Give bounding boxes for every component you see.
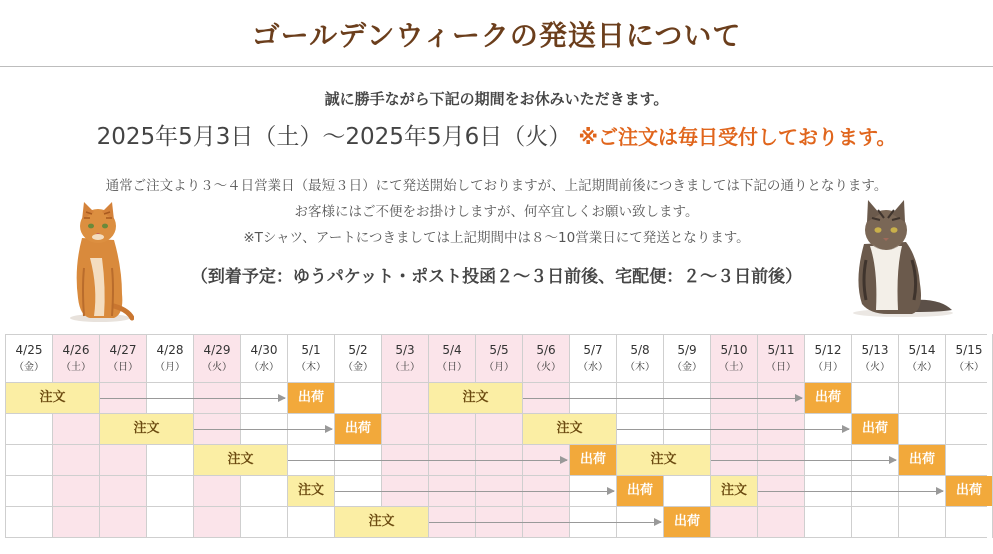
day-header xyxy=(147,334,193,382)
body-line-2: お客様にはご不便をお掛けしますが、何卒宜しくお願い致します。 xyxy=(294,204,699,220)
day-header xyxy=(429,334,475,382)
day-header xyxy=(758,334,804,382)
order-window: 注文 xyxy=(523,414,616,444)
order-window: 注文 xyxy=(711,476,757,506)
processing-arrow xyxy=(429,522,661,523)
day-header xyxy=(852,334,898,382)
day-header xyxy=(946,334,992,382)
day-header xyxy=(570,334,616,382)
day-date: 4/27 xyxy=(109,343,137,357)
day-of-week: （日） xyxy=(108,362,138,373)
day-date: 5/9 xyxy=(677,343,697,357)
title-divider xyxy=(0,66,993,67)
day-header xyxy=(241,334,287,382)
day-date: 5/7 xyxy=(583,343,603,357)
processing-arrow xyxy=(617,429,849,430)
day-date: 5/11 xyxy=(767,343,795,357)
orange-cat-image xyxy=(62,198,134,324)
day-header xyxy=(194,334,240,382)
grid-row-line xyxy=(5,506,987,507)
closure-notice: 誠に勝手ながら下記の期間をお休みいただきます。 xyxy=(324,90,669,108)
day-date: 4/30 xyxy=(250,343,278,357)
ship-day: 出荷 xyxy=(946,476,992,506)
day-date: 5/10 xyxy=(720,343,748,357)
day-header xyxy=(382,334,428,382)
ship-day: 出荷 xyxy=(805,383,851,413)
day-column xyxy=(616,334,663,538)
body-line-1: 通常ご注文より３～４日営業日（最短３日）にて発送開始しておりますが、上記期間前後につきましては下記の通りとなります。 xyxy=(105,178,888,194)
day-of-week: （木） xyxy=(296,362,326,373)
order-window: 注文 xyxy=(6,383,99,413)
day-header xyxy=(617,334,663,382)
day-date: 5/13 xyxy=(861,343,889,357)
order-window: 注文 xyxy=(617,445,710,475)
order-window: 注文 xyxy=(194,445,287,475)
processing-arrow xyxy=(523,398,802,399)
grid-row-line xyxy=(5,537,987,538)
day-header xyxy=(805,334,851,382)
day-header xyxy=(899,334,945,382)
day-date: 5/14 xyxy=(908,343,936,357)
day-column xyxy=(287,334,334,538)
arrival-estimate: （到着予定：ゆうパケット・ポスト投函２～３日前後、宅配便：２～３日前後） xyxy=(190,267,803,287)
day-of-week: （土） xyxy=(61,362,91,373)
day-column xyxy=(710,334,757,538)
day-header xyxy=(664,334,710,382)
orders-accepted-note: ※ご注文は毎日受付しております。 xyxy=(578,125,897,149)
ship-day: 出荷 xyxy=(899,445,945,475)
day-date: 5/6 xyxy=(536,343,556,357)
day-date: 4/25 xyxy=(15,343,43,357)
day-date: 5/15 xyxy=(955,343,983,357)
order-window: 注文 xyxy=(288,476,334,506)
day-of-week: （金） xyxy=(672,362,702,373)
day-of-week: （日） xyxy=(437,362,467,373)
day-date: 5/3 xyxy=(395,343,415,357)
schedule-grid xyxy=(5,334,987,540)
day-of-week: （月） xyxy=(155,362,185,373)
day-of-week: （月） xyxy=(813,362,843,373)
day-header xyxy=(100,334,146,382)
day-column xyxy=(5,334,52,538)
day-column xyxy=(757,334,804,538)
processing-arrow xyxy=(100,398,285,399)
day-of-week: （金） xyxy=(14,362,44,373)
day-of-week: （火） xyxy=(531,362,561,373)
page-title: ゴールデンウィークの発送日について xyxy=(251,19,742,52)
holiday-period xyxy=(0,118,993,151)
ship-day: 出荷 xyxy=(288,383,334,413)
day-column xyxy=(52,334,99,538)
day-header xyxy=(476,334,522,382)
day-of-week: （水） xyxy=(249,362,279,373)
day-column xyxy=(804,334,851,538)
ship-day: 出荷 xyxy=(570,445,616,475)
grid-row-line xyxy=(5,475,987,476)
tabby-cat-image xyxy=(848,200,958,318)
day-of-week: （月） xyxy=(484,362,514,373)
day-of-week: （水） xyxy=(578,362,608,373)
processing-arrow xyxy=(758,491,943,492)
holiday-dates: 2025年5月3日（土）～2025年5月6日（火） xyxy=(96,124,572,150)
day-date: 4/28 xyxy=(156,343,184,357)
processing-arrow xyxy=(711,460,896,461)
day-header xyxy=(53,334,99,382)
day-of-week: （金） xyxy=(343,362,373,373)
order-window: 注文 xyxy=(100,414,193,444)
ship-day: 出荷 xyxy=(335,414,381,444)
day-of-week: （木） xyxy=(625,362,655,373)
processing-arrow xyxy=(194,429,332,430)
grid-top-line xyxy=(5,334,987,335)
day-column xyxy=(898,334,945,538)
day-of-week: （水） xyxy=(907,362,937,373)
day-of-week: （火） xyxy=(860,362,890,373)
day-of-week: （土） xyxy=(719,362,749,373)
day-date: 5/4 xyxy=(442,343,462,357)
day-of-week: （木） xyxy=(954,362,984,373)
order-window: 注文 xyxy=(429,383,522,413)
day-date: 4/29 xyxy=(203,343,231,357)
order-window: 注文 xyxy=(335,507,428,537)
day-column xyxy=(240,334,287,538)
shipping-schedule xyxy=(5,334,987,540)
grid-row-line xyxy=(5,444,987,445)
day-date: 5/5 xyxy=(489,343,509,357)
day-column xyxy=(428,334,475,538)
day-of-week: （火） xyxy=(202,362,232,373)
ship-day: 出荷 xyxy=(664,507,710,537)
day-date: 5/12 xyxy=(814,343,842,357)
day-date: 5/2 xyxy=(348,343,368,357)
body-line-3: ※Tシャツ、アートにつきましては上記期間中は８～10営業日にて発送となります。 xyxy=(243,230,750,246)
processing-arrow xyxy=(335,491,614,492)
day-column xyxy=(945,334,992,538)
day-header xyxy=(523,334,569,382)
day-column xyxy=(475,334,522,538)
ship-day: 出荷 xyxy=(617,476,663,506)
day-header xyxy=(6,334,52,382)
day-date: 5/8 xyxy=(630,343,650,357)
day-of-week: （日） xyxy=(766,362,796,373)
day-date: 4/26 xyxy=(62,343,90,357)
processing-arrow xyxy=(288,460,567,461)
day-date: 5/1 xyxy=(301,343,321,357)
day-header xyxy=(335,334,381,382)
day-header xyxy=(288,334,334,382)
day-column xyxy=(193,334,240,538)
day-of-week: （土） xyxy=(390,362,420,373)
day-header xyxy=(711,334,757,382)
ship-day: 出荷 xyxy=(852,414,898,444)
